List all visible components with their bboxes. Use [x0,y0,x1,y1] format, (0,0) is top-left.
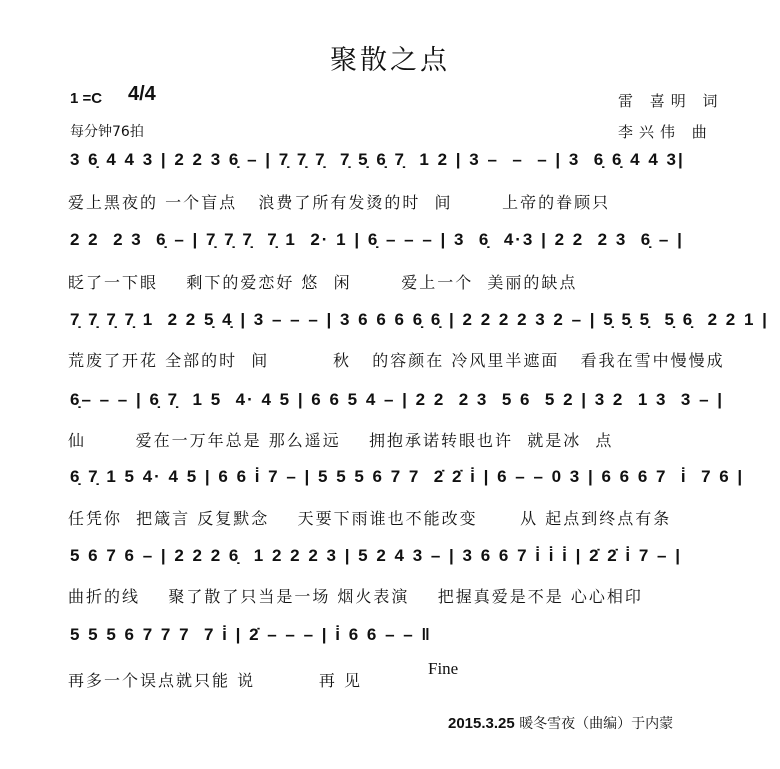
notation-row-6: 5 6 7 6 – | 2 2 2 6̣ 1 2 2 2 3 | 5 2 4 3 – | 3 6 6 7 i̇ i̇ i̇ | 2̇ 2̇ i̇ 7 – | [70,546,682,565]
time-signature: 4/4 [128,83,156,105]
lyrics-row-2: 眨了一下眼 剩下的爱恋好 悠 闲 爱上一个 美丽的缺点 [68,273,578,292]
notation-row-2: 2 2 2 3 6̣ – | 7̣ 7̣ 7̣ 7̣ 1 2· 1 | 6̣ – – – | 3 6̣ 4·3 | 2 2 2 3 6̣ – | [70,230,684,249]
fine-marking: Fine [428,659,459,678]
song-title: 聚散之点 [330,45,450,76]
lyricist-credit: 雷 喜明 词 [618,92,724,110]
composer-credit: 李兴伟 曲 [618,123,713,141]
lyrics-row-4: 仙 爱在一万年总是 那么遥远 拥抱承诺转眼也许 就是冰 点 [68,431,614,450]
notation-row-1: 3 6̣ 4 4 3 | 2 2 3 6̣ – | 7̣ 7̣ 7̣ 7̣ 5̣ 6̣ 7̣ 1 2 | 3 – – – | 3 6̣ 6̣ 4 4 3| [70,150,685,169]
lyrics-row-6: 曲折的线 聚了散了只当是一场 烟火表演 把握真爱是不是 心心相印 [68,587,643,606]
lyrics-row-3: 荒废了开花 全部的时 间 秋 的容颜在 冷风里半遮面 看我在雪中慢慢成 [68,351,725,370]
lyrics-row-1: 爱上黑夜的 一个盲点 浪费了所有发烫的时 间 上帝的眷顾只 [68,193,611,212]
notation-row-5: 6̣ 7̣ 1 5 4· 4 5 | 6 6 i̇ 7 – | 5 5 5 6 7 7 2̇ 2̇ i̇ | 6 – – 0 3 | 6 6 6 7 i̇ 7 6 | [70,467,745,486]
footer-credit [448,713,673,733]
footer-text: 暖冬雪夜（曲编）于内蒙 [519,716,674,732]
footer-date: 2015.3.25 [448,715,515,732]
key-signature: 1 =C [70,90,103,107]
lyrics-row-7: 再多一个误点就只能 说 再 见 [68,671,362,690]
notation-row-4: 6̣– – – | 6̣ 7̣ 1 5 4· 4 5 | 6 6 5 4 – | 2 2 2 3 5 6 5 2 | 3 2 1 3 3 – | [70,390,725,409]
notation-row-3: 7̣ 7̣ 7̣ 7̣ 1 2 2 5̣ 4̣ | 3 – – – | 3 6 6 6 6̣ 6̣ | 2 2 2 2 3 2 – | 5̣ 5̣ 5̣ 5̣ 6̣ 2 2 1 | [70,310,769,329]
lyrics-row-5: 任凭你 把箴言 反复默念 天要下雨谁也不能改变 从 起点到终点有条 [68,509,672,528]
tempo: 每分钟76拍 [70,124,144,140]
notation-row-7: 5 5 5 6 7 7 7 7 i̇ | 2̇ – – – | i̇ 6 6 – – ‖ [70,625,432,644]
